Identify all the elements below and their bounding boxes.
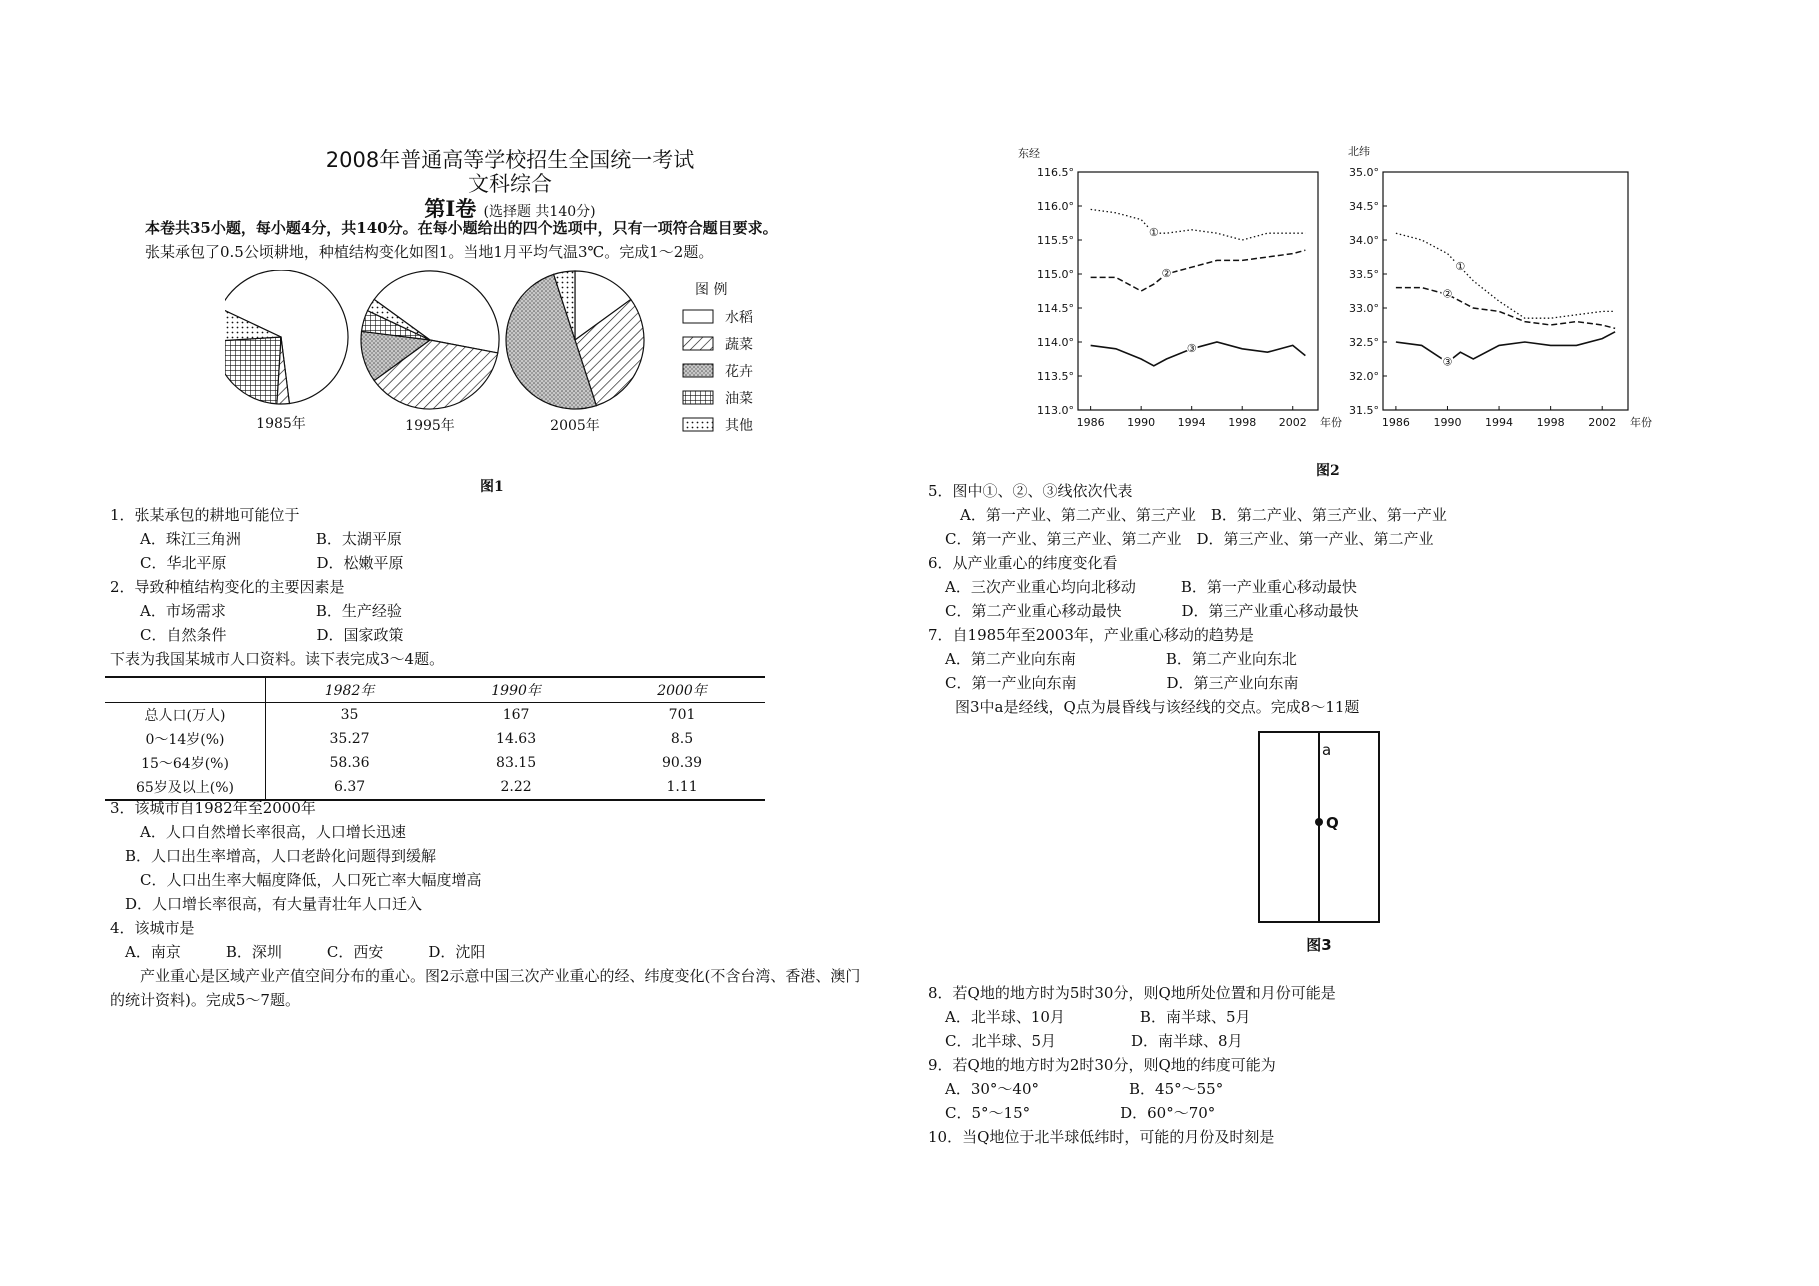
table-cell: 1.11: [666, 779, 698, 795]
question-3-option-b: B．人口出生率增高，人口老龄化问题得到缓解: [125, 847, 437, 865]
chart-latitude: [1348, 144, 1652, 429]
figure-1-pies: [225, 270, 785, 450]
question-3-option-a: A．人口自然增长率很高，人口增长迅速: [140, 823, 406, 841]
table-cell: 83.15: [496, 755, 537, 771]
y-tick-label: 115.5°: [1037, 234, 1074, 247]
pie-label-1985: 1985年: [256, 416, 306, 432]
table-cell: 总人口(万人): [105, 703, 266, 728]
x-tick-label: 1998: [1536, 416, 1565, 429]
x-tick-label: 1994: [1177, 416, 1206, 429]
y-tick-label: 115.0°: [1037, 268, 1074, 281]
intro-q5-7-line1: 产业重心是区域产业产值空间分布的重心。图2示意中国三次产业重心的经、纬度变化(不含台湾、香港、澳门: [140, 967, 861, 985]
legend-label-rice: 水稻: [725, 310, 753, 326]
table-row: [105, 751, 765, 775]
question-1-options-ab: A．珠江三角洲 B．太湖平原: [140, 530, 402, 548]
y-tick-label: 32.0°: [1349, 370, 1379, 383]
question-5-options-cd: C．第一产业、第三产业、第二产业 D．第三产业、第一产业、第二产业: [945, 530, 1434, 548]
population-table: [105, 676, 765, 801]
x-tick-label: 1986: [1381, 416, 1410, 429]
legend-label-vegetable: 蔬菜: [725, 337, 753, 353]
table-row: [105, 727, 765, 751]
table-cell: 14.63: [496, 731, 537, 747]
y-tick-label: 116.0°: [1037, 200, 1074, 213]
question-5: 5．图中①、②、③线依次代表: [928, 482, 1133, 500]
label-q: Q: [1326, 814, 1339, 832]
chart-longitude: [1018, 147, 1342, 429]
question-8-options-ab: A．北半球、10月 B．南半球、5月: [945, 1008, 1251, 1026]
question-2-options-ab: A．市场需求 B．生产经验: [140, 602, 402, 620]
series-marker-3: ③: [1186, 341, 1197, 355]
table-cell: 701: [668, 707, 696, 723]
table-row: [105, 703, 765, 728]
table-cell: 35.27: [329, 731, 370, 747]
question-6: 6．从产业重心的纬度变化看: [928, 554, 1118, 572]
y-tick-label: 32.5°: [1349, 336, 1379, 349]
question-1: 1．张某承包的耕地可能位于: [110, 506, 300, 524]
intro-q5-7-line2: 的统计资料)。完成5～7题。: [110, 991, 300, 1009]
table-header-cell: [105, 677, 266, 703]
pie-label-1995: 1995年: [405, 418, 455, 434]
legend-item-other: [683, 418, 753, 434]
figure-3-caption: 图3: [1306, 936, 1332, 954]
legend-item-rapeseed: [683, 390, 753, 407]
table-cell: 35: [340, 707, 359, 723]
intro-q8-11: 图3中a是经线，Q点为晨昏线与该经线的交点。完成8～11题: [955, 698, 1360, 716]
legend-item-rice: [683, 309, 753, 326]
question-7-options-cd: C．第一产业向东南 D．第三产业向东南: [945, 674, 1299, 692]
x-tick-label: 1998: [1228, 416, 1257, 429]
series-marker-1: ①: [1148, 226, 1159, 240]
question-4: 4．该城市是: [110, 919, 195, 937]
question-1-options-cd: C．华北平原 D．松嫩平原: [140, 554, 404, 572]
x-unit-label: 年份: [1630, 416, 1652, 429]
section-title-main: 第Ⅰ卷: [424, 196, 477, 221]
question-2-options-cd: C．自然条件 D．国家政策: [140, 626, 404, 644]
question-5-options-ab: A．第一产业、第二产业、第三产业 B．第二产业、第三产业、第一产业: [960, 506, 1447, 524]
table-cell: 15～64岁(%): [105, 751, 266, 775]
pie-slice-rapeseed: [225, 337, 281, 404]
x-tick-label: 2002: [1588, 416, 1617, 429]
table-cell: 58.36: [329, 755, 370, 771]
legend-label-other: 其他: [725, 418, 753, 434]
question-3-option-c: C．人口出生率大幅度降低，人口死亡率大幅度增高: [140, 871, 482, 889]
series-line-2: [1091, 250, 1306, 291]
question-6-options-cd: C．第二产业重心移动最快 D．第三产业重心移动最快: [945, 602, 1359, 620]
x-tick-label: 2002: [1278, 416, 1307, 429]
figure-2-caption: 图2: [1316, 463, 1340, 479]
plot-frame: [1078, 172, 1318, 410]
pie-2005: [506, 271, 644, 409]
series-marker-2: ②: [1161, 267, 1172, 280]
question-9-options-cd: C．5°～15° D．60°～70°: [945, 1104, 1216, 1122]
series-line-1: [1396, 233, 1615, 318]
x-tick-label: 1990: [1433, 416, 1462, 429]
table-cell: 0～14岁(%): [105, 727, 266, 751]
legend-label-rapeseed: 油菜: [725, 391, 753, 407]
series-line-3: [1396, 332, 1615, 363]
y-tick-label: 113.0°: [1037, 404, 1074, 417]
series-line-2: [1396, 288, 1615, 329]
y-tick-label: 34.5°: [1349, 200, 1379, 213]
x-tick-label: 1994: [1485, 416, 1514, 429]
legend-label-flower: 花卉: [725, 364, 753, 380]
intro-q1-2: 张某承包了0.5公顷耕地，种植结构变化如图1。当地1月平均气温3℃。完成1～2题。: [145, 243, 714, 261]
question-9-options-ab: A．30°～40° B．45°～55°: [945, 1080, 1224, 1098]
longitude-axis-label: 东经: [1018, 147, 1040, 160]
figure-2-charts: [1018, 140, 1668, 440]
latitude-axis-label: 北纬: [1348, 145, 1370, 158]
question-7: 7．自1985年至2003年，产业重心移动的趋势是: [928, 626, 1254, 644]
question-6-options-ab: A．三次产业重心均向北移动 B．第一产业重心移动最快: [945, 578, 1357, 596]
y-tick-label: 114.0°: [1037, 336, 1074, 349]
section-title-sub: (选择题 共140分): [483, 204, 596, 220]
pie-1995: [361, 271, 499, 409]
series-marker-1: ①: [1455, 260, 1466, 274]
table-header-cell: 1982年: [324, 683, 375, 699]
y-tick-label: 116.5°: [1037, 166, 1074, 179]
exam-title: 2008年普通高等学校招生全国统一考试: [325, 148, 695, 172]
question-7-options-ab: A．第二产业向东南 B．第二产业向东北: [945, 650, 1297, 668]
intro-q3-4: 下表为我国某城市人口资料。读下表完成3～4题。: [110, 650, 445, 668]
table-header-row: [105, 677, 765, 703]
y-tick-label: 113.5°: [1037, 370, 1074, 383]
legend-title: 图 例: [695, 282, 728, 298]
label-a: a: [1322, 741, 1332, 759]
question-10: 10．当Q地位于北半球低纬时，可能的月份及时刻是: [928, 1128, 1275, 1146]
y-tick-label: 31.5°: [1349, 404, 1379, 417]
pie-1985: [225, 270, 348, 404]
x-tick-label: 1986: [1076, 416, 1105, 429]
x-tick-label: 1990: [1127, 416, 1156, 429]
table-cell: 6.37: [333, 779, 366, 795]
question-9: 9．若Q地的地方时为2时30分，则Q地的纬度可能为: [928, 1056, 1276, 1074]
figure-3-diagram: [1255, 728, 1395, 958]
instruction: 本卷共35小题，每小题4分，共140分。在每小题给出的四个选项中，只有一项符合题目要求。: [145, 219, 778, 237]
series-marker-3: ③: [1442, 355, 1453, 369]
question-4-options: A．南京 B．深圳 C．西安 D．沈阳: [125, 943, 486, 961]
question-3-option-d: D．人口增长率很高，有大量青壮年人口迁入: [125, 895, 423, 913]
table-cell: 65岁及以上(%): [105, 775, 266, 800]
table-header-cell: 1990年: [491, 683, 541, 699]
table-cell: 2.22: [500, 779, 532, 795]
exam-subject: 文科综合: [468, 172, 552, 196]
table-header-cell: 2000年: [657, 683, 707, 699]
legend-item-vegetable: [683, 336, 753, 353]
table-cell: 167: [502, 707, 530, 723]
series-marker-2: ②: [1442, 287, 1453, 301]
figure-1-caption: 图1: [480, 479, 504, 495]
table-cell: 90.39: [661, 755, 703, 771]
question-3: 3．该城市自1982年至2000年: [110, 799, 316, 817]
y-tick-label: 34.0°: [1349, 234, 1379, 247]
question-8: 8．若Q地的地方时为5时30分，则Q地所处位置和月份可能是: [928, 984, 1336, 1002]
question-8-options-cd: C．北半球、5月 D．南半球、8月: [945, 1032, 1243, 1050]
x-unit-label: 年份: [1320, 416, 1342, 429]
series-line-1: [1091, 209, 1306, 240]
y-tick-label: 114.5°: [1037, 302, 1074, 315]
legend-item-flower: [683, 363, 753, 380]
pie-label-2005: 2005年: [550, 418, 600, 434]
table-cell: 8.5: [670, 731, 694, 747]
question-2: 2．导致种植结构变化的主要因素是: [110, 578, 345, 596]
y-tick-label: 33.0°: [1349, 302, 1379, 315]
y-tick-label: 35.0°: [1349, 166, 1379, 179]
table-row: [105, 775, 765, 800]
y-tick-label: 33.5°: [1349, 268, 1379, 281]
plot-frame: [1383, 172, 1628, 410]
point-q-marker: [1315, 818, 1323, 826]
series-line-3: [1091, 342, 1306, 366]
